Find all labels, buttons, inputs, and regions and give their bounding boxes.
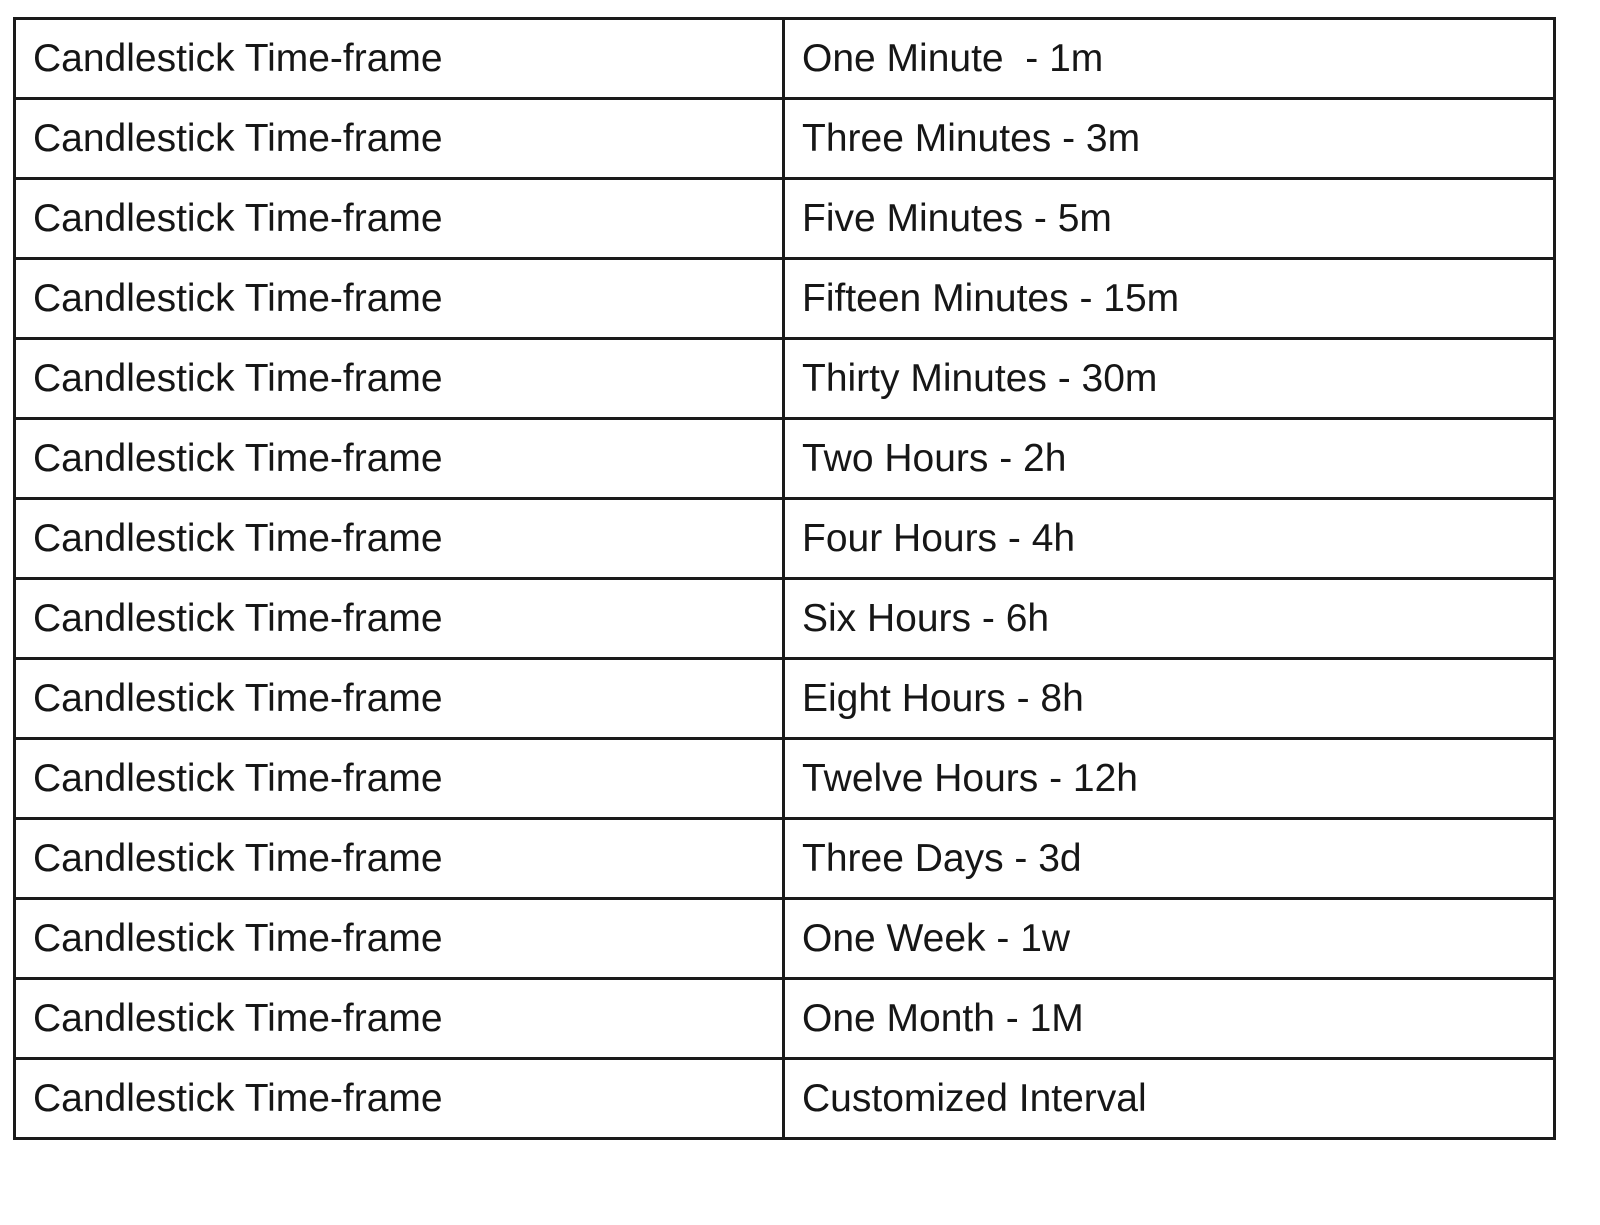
timeframe-value-cell: Eight Hours - 8h	[784, 659, 1555, 739]
timeframe-label-cell: Candlestick Time-frame	[15, 259, 784, 339]
timeframe-label-cell: Candlestick Time-frame	[15, 819, 784, 899]
table-row	[15, 499, 1555, 579]
table-row	[15, 419, 1555, 499]
timeframe-value-cell: Fifteen Minutes - 15m	[784, 259, 1555, 339]
timeframe-label-cell: Candlestick Time-frame	[15, 419, 784, 499]
table-row	[15, 179, 1555, 259]
table-row	[15, 579, 1555, 659]
timeframe-table-container	[13, 17, 1553, 1140]
table-row	[15, 899, 1555, 979]
timeframe-label-cell: Candlestick Time-frame	[15, 339, 784, 419]
timeframe-table-body	[15, 19, 1555, 1139]
table-row	[15, 979, 1555, 1059]
timeframe-label-cell: Candlestick Time-frame	[15, 979, 784, 1059]
timeframe-value-cell: One Month - 1M	[784, 979, 1555, 1059]
timeframe-label-cell: Candlestick Time-frame	[15, 99, 784, 179]
timeframe-value-cell: Two Hours - 2h	[784, 419, 1555, 499]
table-row	[15, 659, 1555, 739]
timeframe-table	[13, 17, 1556, 1140]
timeframe-label-cell: Candlestick Time-frame	[15, 1059, 784, 1139]
timeframe-label-cell: Candlestick Time-frame	[15, 179, 784, 259]
timeframe-value-cell: Five Minutes - 5m	[784, 179, 1555, 259]
timeframe-value-cell: Three Days - 3d	[784, 819, 1555, 899]
timeframe-label-cell: Candlestick Time-frame	[15, 499, 784, 579]
timeframe-value-cell: Thirty Minutes - 30m	[784, 339, 1555, 419]
table-row	[15, 259, 1555, 339]
timeframe-value-cell: Three Minutes - 3m	[784, 99, 1555, 179]
timeframe-label-cell: Candlestick Time-frame	[15, 899, 784, 979]
table-row	[15, 1059, 1555, 1139]
timeframe-value-cell: One Week - 1w	[784, 899, 1555, 979]
timeframe-label-cell: Candlestick Time-frame	[15, 19, 784, 99]
timeframe-value-cell: Four Hours - 4h	[784, 499, 1555, 579]
table-row	[15, 19, 1555, 99]
timeframe-value-cell: Six Hours - 6h	[784, 579, 1555, 659]
timeframe-label-cell: Candlestick Time-frame	[15, 739, 784, 819]
timeframe-value-cell: Customized Interval	[784, 1059, 1555, 1139]
table-row	[15, 99, 1555, 179]
timeframe-label-cell: Candlestick Time-frame	[15, 579, 784, 659]
timeframe-value-cell: Twelve Hours - 12h	[784, 739, 1555, 819]
table-row	[15, 339, 1555, 419]
table-row	[15, 819, 1555, 899]
timeframe-value-cell: One Minute - 1m	[784, 19, 1555, 99]
table-row	[15, 739, 1555, 819]
timeframe-label-cell: Candlestick Time-frame	[15, 659, 784, 739]
